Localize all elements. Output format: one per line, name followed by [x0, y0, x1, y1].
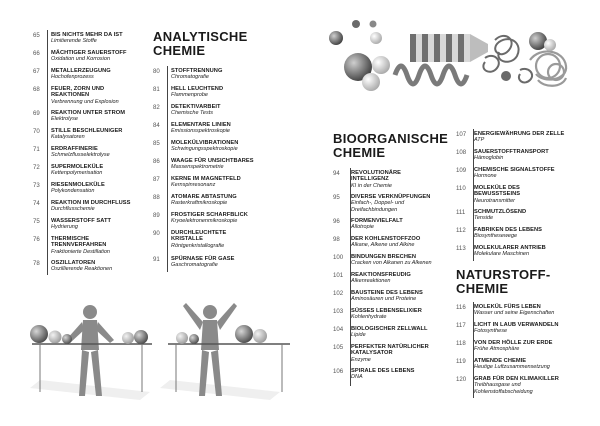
entry-title: FEUER, ZORN UND REAKTIONEN [51, 86, 105, 99]
page-number: 85 [153, 140, 160, 147]
entry-title: REAKTIONSFREUDIG [351, 272, 411, 278]
column-divider [473, 129, 474, 261]
page-number: 113 [456, 245, 466, 252]
page-number: 102 [333, 290, 344, 297]
entry-subtitle: Emissionsspektroskopie [171, 128, 230, 135]
page-number: 84 [153, 122, 160, 129]
entry-title: GRAB FÜR DEN KLIMAKILLER [474, 376, 559, 382]
entry-subtitle: Hochofenprozess [51, 74, 94, 81]
entry-title: ENERGIEWÄHRUNG DER ZELLE [474, 131, 565, 137]
entry-subtitle: Gaschromatografie [171, 262, 218, 269]
page-number: 80 [153, 68, 160, 75]
page-number: 106 [333, 368, 344, 375]
page-number: 81 [153, 86, 160, 93]
entry-title: DETEKTIVARBEIT [171, 104, 221, 110]
page-number: 76 [33, 236, 40, 243]
entry-title: MÄCHTIGER SAUERSTOFF [51, 50, 127, 56]
entry-subtitle: Oszillierende Reaktionen [51, 266, 113, 273]
entry-subtitle: Kettenpolymerisation [51, 170, 103, 177]
entry-subtitle: DNA [351, 374, 363, 381]
entry-subtitle: Fraktionierte Destillation [51, 248, 110, 255]
entry-title: REVOLUTIONÄRE INTELLIGENZ [351, 170, 401, 183]
entry-title: BIS NICHTS MEHR DA IST [51, 32, 123, 38]
entry-title: SÜSSES LEBENSELIXIER [351, 308, 422, 314]
entry-subtitle: Massenspektrometrie [171, 164, 224, 171]
page-number: 109 [456, 167, 467, 174]
entry-title: RIESENMOLEKÜLE [51, 182, 105, 188]
entry-subtitle: Tenside [474, 215, 494, 222]
page-number: 119 [456, 358, 466, 365]
page-number: 117 [456, 322, 466, 329]
entry-subtitle: Treibhausgase und Kohlenstoffabscheidung [474, 382, 533, 395]
entry-title: HELL LEUCHTEND [171, 86, 224, 92]
page-number: 98 [333, 236, 340, 243]
entry-subtitle: ATP [474, 137, 485, 144]
page-number: 68 [33, 86, 40, 93]
page-number: 110 [456, 185, 466, 192]
page-number: 112 [456, 227, 466, 234]
section-heading-bioorganische: BIOORGANISCHE CHEMIE [333, 131, 449, 160]
page-number: 103 [333, 308, 344, 315]
entry-subtitle: Molekulare Maschinen [474, 251, 530, 258]
page-number: 71 [33, 146, 40, 153]
page-number: 96 [333, 218, 340, 225]
entry-subtitle: Fotosynthese [474, 328, 508, 335]
entry-title: WASSERSTOFF SATT [51, 218, 111, 224]
entry-subtitle: Kernspinresonanz [171, 182, 216, 189]
entry-subtitle: Wasser und seine Eigenschaften [474, 310, 555, 317]
entry-subtitle: Polykondensation [51, 188, 95, 195]
entry-subtitle: Durchflusschemie [51, 206, 95, 213]
page-number: 69 [33, 110, 40, 117]
entry-title: SPÜRNASE FÜR GASE [171, 256, 235, 262]
entry-title: WAAGE FÜR UNSICHTBARES [171, 158, 254, 164]
entry-title: METALLERZEUGUNG [51, 68, 111, 74]
page-number: 116 [456, 304, 466, 311]
page-number: 91 [153, 256, 160, 263]
entry-title: CHEMISCHE SIGNALSTOFFE [474, 167, 555, 173]
page-number: 101 [333, 272, 344, 279]
entry-title: FABRIKEN DES LEBENS [474, 227, 542, 233]
entry-title: REAKTION IM DURCHFLUSS [51, 200, 131, 206]
entry-subtitle: Katalysatoren [51, 134, 85, 141]
striped-tube-icon [410, 34, 488, 62]
entry-title: KERNE IM MAGNETFELD [171, 176, 241, 182]
entry-title: SAUERSTOFFTRANSPORT [474, 149, 549, 155]
entry-subtitle: Alkenreaktionen [351, 278, 391, 285]
page-number: 100 [333, 254, 344, 261]
entry-title: BIOLOGISCHER ZELLWALL [351, 326, 428, 332]
entry-subtitle: Limitierende Stoffe [51, 38, 97, 45]
entry-subtitle: Flammenprobe [171, 92, 208, 99]
page-number: 88 [153, 194, 160, 201]
entry-subtitle: Verbrennung und Explosion [51, 98, 119, 105]
column-divider [473, 302, 474, 398]
column-divider [167, 66, 168, 272]
entry-subtitle: Cracken von Alkanen zu Alkenen [351, 260, 432, 267]
entry-title: SUPERMOLEKÜLE [51, 164, 104, 170]
entry-title: DURCHLEUCHTETE KRISTALLE [171, 230, 227, 243]
entry-title: VON DER HÖLLE ZUR ERDE [474, 340, 553, 346]
coil-icon [483, 36, 532, 83]
column-divider [47, 30, 48, 275]
section-heading-analytische: ANALYTISCHE CHEMIE [153, 29, 248, 58]
page-number: 95 [333, 194, 340, 201]
entry-title: FORMENVIELFALT [351, 218, 403, 224]
page-number: 78 [33, 260, 40, 267]
page-number: 120 [456, 376, 467, 383]
entry-subtitle: Chromatografie [171, 74, 209, 81]
entry-title: REAKTION UNTER STROM [51, 110, 125, 116]
entry-subtitle: Oxidation und Korrosion [51, 56, 111, 63]
entry-title: DER KOHLENSTOFFZOO [351, 236, 421, 242]
section-heading-naturstoff: NATURSTOFF- CHEMIE [456, 267, 551, 296]
page-number: 74 [33, 200, 40, 207]
entry-subtitle: Röntgenkristallografie [171, 242, 225, 249]
entry-title: BINDUNGEN BRECHEN [351, 254, 416, 260]
entry-title: STOFFTRENNUNG [171, 68, 223, 74]
entry-title: SPIRALE DES LEBENS [351, 368, 415, 374]
page-number: 65 [33, 32, 40, 39]
entry-title: OSZILLATOREN [51, 260, 96, 266]
page-number: 87 [153, 176, 160, 183]
entry-subtitle: Alkane, Alkene und Alkine [351, 242, 415, 249]
entry-subtitle: Kryoelektronenmikroskopie [171, 218, 238, 225]
entry-subtitle: Aminosäuren und Proteine [351, 296, 417, 303]
page-number: 66 [33, 50, 40, 57]
page-number: 118 [456, 340, 466, 347]
entry-subtitle: Schwingungsspektroskopie [171, 146, 238, 153]
entry-subtitle: Frühe Atmosphäre [474, 346, 520, 353]
entry-title: LICHT IN LAUB VERWANDELN [474, 322, 559, 328]
page-number: 104 [333, 326, 344, 333]
entry-subtitle: Biosynthesewege [474, 233, 518, 240]
page-number: 75 [33, 218, 40, 225]
entry-title: MOLEKÜL FÜRS LEBEN [474, 304, 541, 310]
entry-title: MOLEKÜLE DES BEWUSSTSEINS [474, 185, 521, 198]
entry-title: ATOMARE ABTASTUNG [171, 194, 237, 200]
page-number: 72 [33, 164, 40, 171]
page-number: 89 [153, 212, 160, 219]
page-number: 108 [456, 149, 467, 156]
tangle-icon [530, 51, 566, 85]
entry-subtitle: Enzyme [351, 356, 371, 363]
entry-subtitle: Kohlenhydrate [351, 314, 387, 321]
page-number: 90 [153, 230, 160, 237]
entry-subtitle: Heutige Luftzusammensetzung [474, 364, 550, 371]
entry-title: STILLE BESCHLEUNIGER [51, 128, 123, 134]
helix-icon [395, 66, 467, 84]
entry-title: BAUSTEINE DES LEBENS [351, 290, 423, 296]
entry-subtitle: Einfach-, Doppel- und Dreifachbindungen [351, 200, 405, 213]
entry-title: PERFEKTER NATÜRLICHER KATALYSATOR [351, 344, 429, 357]
page-number: 82 [153, 104, 160, 111]
entry-title: ERDRAFFINERIE [51, 146, 98, 152]
entry-title: DIVERSE VERKNÜPFUNGEN [351, 194, 431, 200]
entry-title: THERMISCHE TRENNVERFAHREN [51, 236, 107, 249]
entry-title: MOLEKULARER ANTRIEB [474, 245, 546, 251]
entry-subtitle: Allotropie [351, 224, 374, 231]
entry-title: ELEMENTARE LINIEN [171, 122, 231, 128]
page-number: 70 [33, 128, 40, 135]
page-number: 111 [456, 209, 466, 216]
page-number: 94 [333, 170, 340, 177]
entry-title: FROSTIGER SCHARFBLICK [171, 212, 248, 218]
entry-subtitle: Schmelzflusselektrolyse [51, 152, 110, 159]
page-number: 73 [33, 182, 40, 189]
entry-subtitle: Hormone [474, 173, 497, 180]
entry-subtitle: Neurotransmitter [474, 197, 515, 204]
column-divider [350, 168, 351, 386]
entry-subtitle: Rasterkraftmikroskopie [171, 200, 228, 207]
entry-title: MOLEKÜLVIBRATIONEN [171, 140, 239, 146]
entry-subtitle: Chemische Tests [171, 110, 213, 117]
entry-title: SCHMUTZLÖSEND [474, 209, 527, 215]
entry-subtitle: Hydrierung [51, 224, 78, 231]
page-number: 86 [153, 158, 160, 165]
entry-title: ATMENDE CHEMIE [474, 358, 527, 364]
entry-subtitle: Lipide [351, 332, 366, 339]
page-number: 107 [456, 131, 467, 138]
entry-subtitle: Hämoglobin [474, 155, 504, 162]
page-number: 105 [333, 344, 344, 351]
entry-subtitle: KI in der Chemie [351, 182, 392, 189]
entry-subtitle: Elektrolyse [51, 116, 78, 123]
page-number: 67 [33, 68, 40, 75]
